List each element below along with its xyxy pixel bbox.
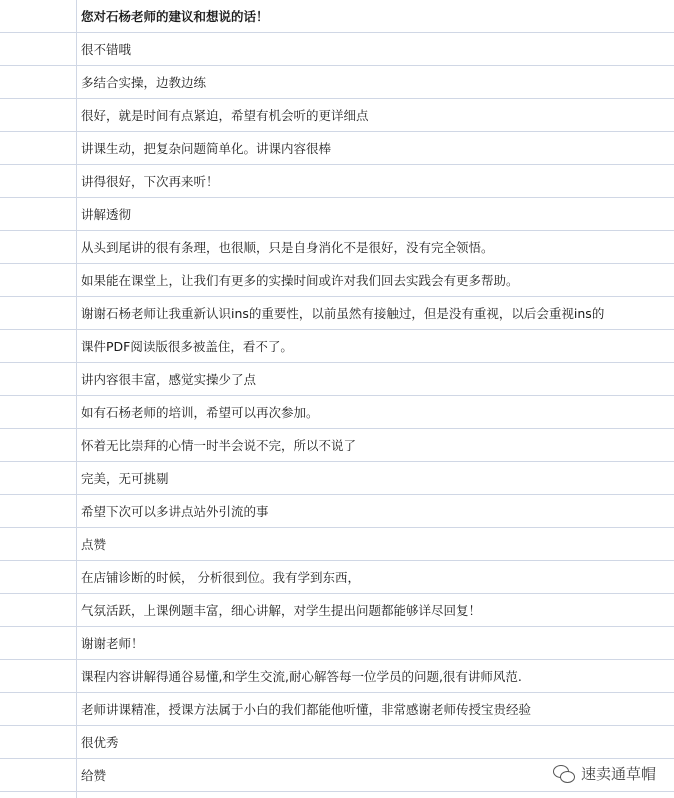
cell-a[interactable] bbox=[0, 462, 76, 494]
cell-a[interactable] bbox=[0, 165, 76, 197]
cell-a[interactable] bbox=[0, 330, 76, 362]
comment-cell[interactable]: 多结合实操，边教边练 bbox=[81, 75, 207, 90]
comment-cell[interactable]: 讲内容很丰富，感觉实操少了点 bbox=[81, 372, 257, 387]
comment-cell[interactable]: 完美，无可挑剔 bbox=[81, 471, 169, 486]
cell-a[interactable] bbox=[0, 66, 76, 98]
table-row[interactable] bbox=[0, 462, 674, 495]
cell-a[interactable] bbox=[0, 693, 76, 725]
comment-cell[interactable]: 给赞 bbox=[81, 768, 107, 783]
comment-cell[interactable]: 讲得很好，下次再来听！ bbox=[81, 174, 219, 189]
comment-cell[interactable]: 谢谢石杨老师让我重新认识ins的重要性，以前虽然有接触过，但是没有重视，以后会重视ins的 bbox=[81, 306, 605, 321]
table-row[interactable] bbox=[0, 198, 674, 231]
comment-cell[interactable]: 如果能在课堂上，让我们有更多的实操时间或许对我们回去实践会有更多帮助。 bbox=[81, 273, 519, 288]
table-row[interactable] bbox=[0, 660, 674, 693]
comment-cell[interactable]: 气氛活跃，上课例题丰富，细心讲解，对学生提出问题都能够详尽回复！ bbox=[81, 603, 482, 618]
cell-a[interactable] bbox=[0, 99, 76, 131]
table-row[interactable] bbox=[0, 165, 674, 198]
cell-a[interactable] bbox=[0, 561, 76, 593]
cell-a[interactable] bbox=[0, 297, 76, 329]
comment-cell[interactable]: 很优秀 bbox=[81, 735, 119, 750]
table-row[interactable] bbox=[0, 231, 674, 264]
cell-a[interactable] bbox=[0, 726, 76, 758]
table-row[interactable] bbox=[0, 396, 674, 429]
comment-cell[interactable]: 在店铺诊断的时候， 分析很到位。我有学到东西， bbox=[81, 570, 360, 585]
cell-a[interactable] bbox=[0, 495, 76, 527]
table-row[interactable] bbox=[0, 561, 674, 594]
comment-cell[interactable]: 老师讲课精准，授课方法属于小白的我们都能他听懂，非常感谢老师传授宝贵经验 bbox=[81, 702, 532, 717]
cell-a[interactable] bbox=[0, 528, 76, 560]
comment-cell[interactable]: 从头到尾讲的很有条理，也很顺，只是自身消化不是很好，没有完全领悟。 bbox=[81, 240, 494, 255]
cell-a[interactable] bbox=[0, 231, 76, 263]
comment-cell[interactable]: 如有石杨老师的培训，希望可以再次参加。 bbox=[81, 405, 319, 420]
header-cell[interactable]: 您对石杨老师的建议和想说的话！ bbox=[81, 9, 269, 24]
cell-a[interactable] bbox=[0, 33, 76, 65]
watermark-text: 速卖通草帽 bbox=[580, 766, 656, 783]
cell-a[interactable] bbox=[0, 132, 76, 164]
table-row[interactable] bbox=[0, 33, 674, 66]
table-row[interactable] bbox=[0, 528, 674, 561]
comment-cell[interactable]: 讲课生动，把复杂问题简单化。讲课内容很棒 bbox=[81, 141, 332, 156]
comment-cell[interactable]: 课件PDF阅读版很多被盖住，看不了。 bbox=[81, 339, 293, 354]
cell-a[interactable] bbox=[0, 759, 76, 791]
table-row[interactable] bbox=[0, 693, 674, 726]
table-row-header[interactable] bbox=[0, 0, 674, 33]
table-row[interactable] bbox=[0, 99, 674, 132]
cell-a[interactable] bbox=[0, 627, 76, 659]
comment-cell[interactable]: 怀着无比崇拜的心情一时半会说不完，所以不说了 bbox=[81, 438, 357, 453]
comment-cell[interactable]: 讲解透彻 bbox=[81, 207, 132, 222]
cell-a[interactable] bbox=[0, 198, 76, 230]
table-row[interactable] bbox=[0, 429, 674, 462]
table-row[interactable] bbox=[0, 66, 674, 99]
wechat-icon bbox=[553, 765, 575, 783]
table-row[interactable] bbox=[0, 132, 674, 165]
table-row[interactable] bbox=[0, 330, 674, 363]
comment-cell[interactable]: 点赞 bbox=[81, 537, 107, 552]
table-row[interactable] bbox=[0, 495, 674, 528]
comment-cell[interactable]: 希望下次可以多讲点站外引流的事 bbox=[81, 504, 269, 519]
cell-a[interactable] bbox=[0, 396, 76, 428]
cell-a[interactable] bbox=[0, 429, 76, 461]
comment-cell[interactable]: 很不错哦 bbox=[81, 42, 132, 57]
comment-cell[interactable]: 课程内容讲解得通谷易懂,和学生交流,耐心解答每一位学员的问题,很有讲师风范. bbox=[81, 669, 522, 684]
table-row[interactable] bbox=[0, 264, 674, 297]
cell-a[interactable] bbox=[0, 0, 76, 32]
table-row[interactable] bbox=[0, 297, 674, 330]
table-row[interactable] bbox=[0, 363, 674, 396]
table-row[interactable] bbox=[0, 594, 674, 627]
comment-cell[interactable]: 很好，就是时间有点紧迫，希望有机会听的更详细点 bbox=[81, 108, 369, 123]
cell-a[interactable] bbox=[0, 363, 76, 395]
table-row[interactable] bbox=[0, 726, 674, 759]
table-row[interactable] bbox=[0, 627, 674, 660]
comment-cell[interactable]: 谢谢老师！ bbox=[81, 636, 144, 651]
cell-a[interactable] bbox=[0, 660, 76, 692]
cell-a[interactable] bbox=[0, 594, 76, 626]
cell-a[interactable] bbox=[0, 264, 76, 296]
watermark bbox=[553, 763, 656, 784]
